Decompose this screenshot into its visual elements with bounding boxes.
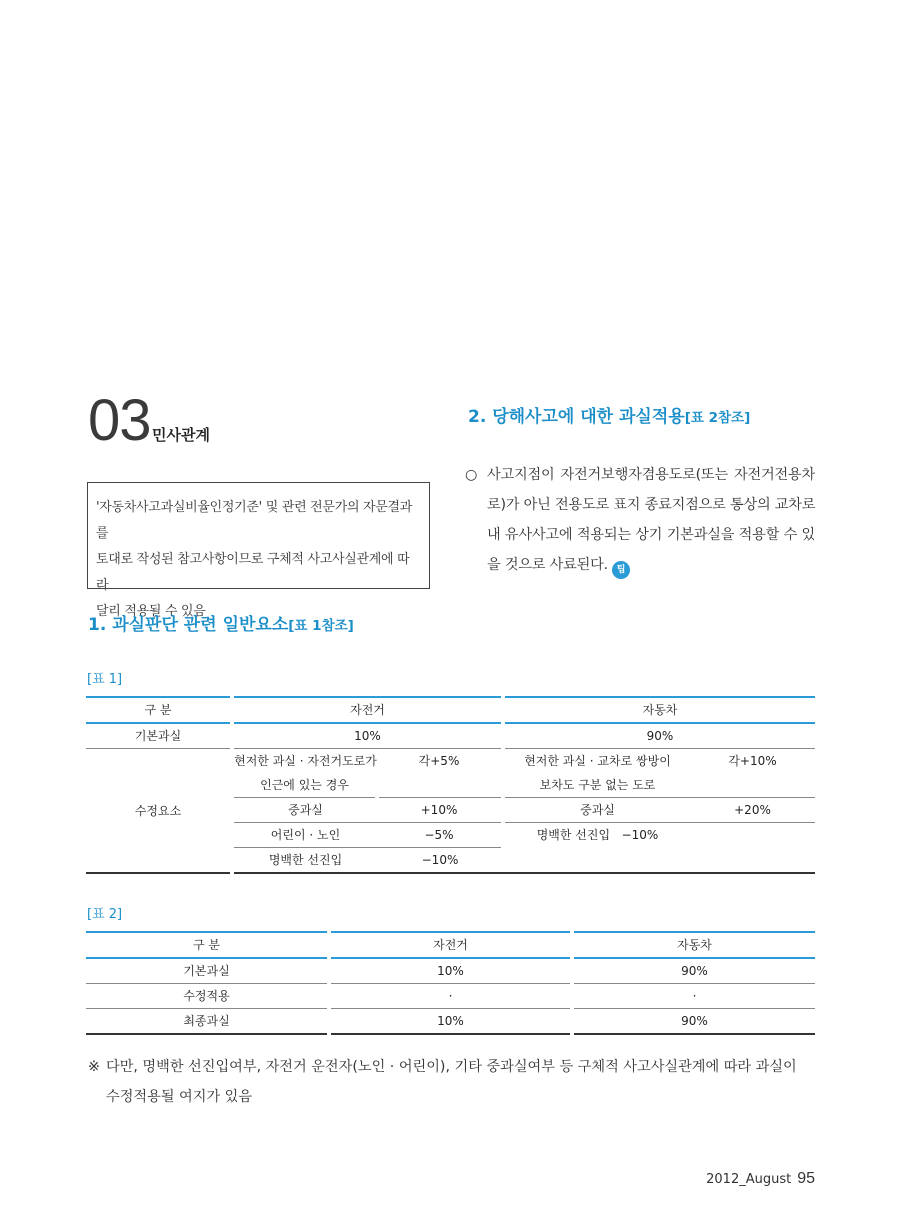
table-general-factors (86, 696, 815, 874)
bicycle-item: 중과실 (232, 798, 377, 823)
car-item: 중과실 (503, 798, 690, 823)
car-item: 현저한 과실 · 교차로 쌍방이 (503, 749, 690, 774)
header-bicycle: 자전거 (329, 932, 572, 958)
base-bicycle: 10% (232, 723, 503, 749)
car-value: 90% (572, 1009, 815, 1035)
bullet-circle: ○ (465, 467, 478, 483)
bicycle-value: +10% (377, 798, 503, 823)
heading-ref: [표 1참조] (288, 618, 354, 634)
section-title: 민사관계 (152, 426, 210, 444)
section-number: 03 (88, 388, 151, 453)
base-car: 90% (503, 723, 815, 749)
footnote (88, 1052, 823, 1112)
bicycle-item: 어린이 · 노인 (232, 823, 377, 848)
car-item: 명백한 선진입 −10% (503, 823, 690, 848)
footnote-line: 수정적용될 여지가 있음 (106, 1089, 253, 1105)
heading-text: 2. 당해사고에 대한 과실적용 (468, 407, 685, 427)
header-car: 자동차 (503, 697, 815, 723)
row-label-base: 기본과실 (86, 723, 232, 749)
header-category: 구 분 (86, 932, 329, 958)
header-car: 자동차 (572, 932, 815, 958)
bicycle-value: 각+5% (418, 754, 460, 768)
paragraph-line: 을 것으로 사료된다. (487, 557, 608, 573)
bicycle-value: −5% (377, 823, 503, 848)
analysis-paragraph (465, 460, 815, 580)
header-category: 구 분 (86, 697, 232, 723)
table1-label: [표 1] (87, 672, 123, 687)
car-value: 90% (572, 958, 815, 984)
header-bicycle: 자전거 (232, 697, 503, 723)
heading-general-factors (88, 610, 354, 635)
bicycle-value: 10% (329, 958, 572, 984)
car-item-cont: 보차도 구분 없는 도로 (503, 773, 690, 798)
footnote-line: 다만, 명백한 선진입여부, 자전거 운전자(노인 · 어린이), 기타 중과실여부 등 구체적 사고사실관계에 따라 과실이 (106, 1059, 797, 1075)
car-value: +20% (690, 798, 815, 823)
page-number: 95 (797, 1170, 815, 1187)
paragraph-line: 내 유사사고에 적용되는 상기 기본과실을 적용할 수 있 (487, 527, 815, 543)
paragraph-line: 사고지점이 자전거보행자겸용도로(또는 자전거전용차 (487, 467, 815, 483)
notice-line: '자동차사고과실비율인정기준' 및 관련 전문가의 자문결과를 (96, 500, 413, 541)
row-label-modifiers: 수정요소 (86, 749, 232, 874)
table2-label: [표 2] (87, 907, 123, 922)
heading-fault-application (468, 402, 750, 427)
bicycle-value: 10% (329, 1009, 572, 1035)
row-label: 수정적용 (86, 984, 329, 1009)
notice-box (87, 482, 430, 619)
bicycle-value: · (329, 984, 572, 1009)
heading-text: 1. 과실판단 관련 일반요소 (88, 615, 289, 635)
heading-ref: [표 2참조] (684, 410, 751, 426)
table-fault-result (86, 931, 815, 1035)
car-value: · (572, 984, 815, 1009)
notice-line: 토대로 작성된 참고사항이므로 구체적 사고사실관계에 따라 (96, 552, 410, 593)
bicycle-item: 명백한 선진입 (232, 848, 377, 874)
bicycle-item-cont: 인근에 있는 경우 (232, 773, 377, 798)
reference-mark: ※ (88, 1059, 100, 1075)
issue-label: 2012_August (706, 1172, 792, 1187)
bicycle-value: −10% (377, 848, 503, 874)
row-label: 최종과실 (86, 1009, 329, 1035)
car-value: 각+10% (728, 754, 777, 768)
tip-icon[interactable]: 팁 (612, 561, 630, 579)
paragraph-line: 로)가 아닌 전용도로 표지 종료지점으로 통상의 교차로 (487, 497, 816, 513)
notice-line: 달리 적용될 수 있음 (96, 604, 206, 619)
page-footer (706, 1170, 815, 1188)
bicycle-item: 현저한 과실 · 자전거도로가 (232, 749, 377, 774)
row-label: 기본과실 (86, 958, 329, 984)
